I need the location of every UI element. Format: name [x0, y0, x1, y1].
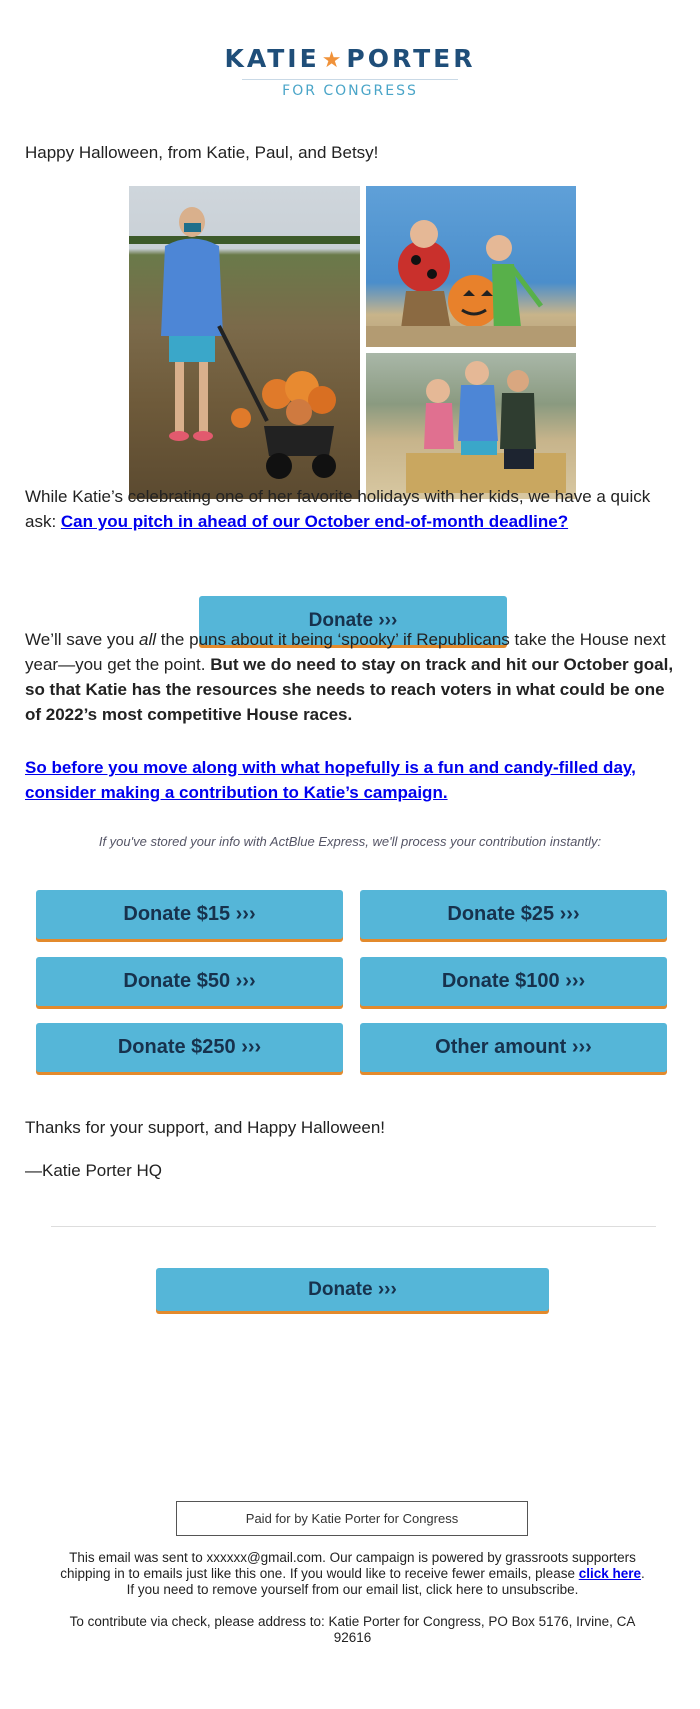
star-icon: ★ [321, 48, 345, 73]
photo-booth-photo [366, 186, 576, 347]
logo-wordmark [0, 44, 700, 76]
donate-50-button[interactable]: Donate $50 ››› [36, 957, 343, 1006]
logo-last-name: PORTER [346, 44, 476, 73]
logo-first-name: KATIE [224, 44, 320, 73]
intro-text: While Katie’s celebrating one of her favorite holidays with her kids, we have a quick ask: [25, 487, 651, 531]
family-hay-bale-photo [366, 353, 576, 499]
halloween-photo-collage [129, 186, 576, 499]
family-illustration [366, 353, 576, 499]
donate-15-button[interactable]: Donate $15 ››› [36, 890, 343, 939]
email-info-part-1: This email was sent to xxxxxx@gmail.com. Our campaign is powered by grassroots supporters chipping in to emails just like this one. If you would like to receive fewer emails, please [60, 1550, 636, 1581]
thanks-text: Thanks for your support, and Happy Halloween! [25, 1118, 386, 1137]
donate-25-button[interactable]: Donate $25 ››› [360, 890, 667, 939]
email-info-text [55, 1550, 650, 1598]
donate-100-button[interactable]: Donate $100 ››› [360, 957, 667, 1006]
puns-paragraph [25, 627, 675, 727]
puns-text-1: We’ll save you [25, 630, 140, 649]
section-divider [51, 1226, 656, 1227]
footer-donate-button[interactable]: Donate ››› [156, 1268, 549, 1311]
actblue-note: If you've stored your info with ActBlue Express, we'll process your contribution instantly: [98, 834, 602, 849]
email-info-part-2: . If you need to remove yourself from our email list, click here to unsubscribe. [126, 1566, 645, 1597]
pumpkin-patch-illustration [129, 186, 360, 499]
logo-subtitle: FOR CONGRESS [282, 83, 418, 99]
intro-paragraph [25, 484, 675, 534]
cta-paragraph [25, 755, 675, 805]
other-amount-button[interactable]: Other amount ››› [360, 1023, 667, 1072]
check-address-text: To contribute via check, please address to: Katie Porter for Congress, PO Box 5176, Irvine, CA 92616 [69, 1614, 636, 1645]
donate-button[interactable]: Donate ››› [199, 596, 507, 645]
puns-text-2: the puns about it being ‘spooky’ if Republicans take the House next year—you get the point. [25, 630, 666, 674]
pitch-in-link[interactable]: Can you pitch in ahead of our October end-of-month deadline? [60, 512, 569, 531]
signoff-text: —Katie Porter HQ [25, 1161, 162, 1180]
puns-bold: But we do need to stay on track and hit our October goal, so that Katie has the resources she needs to reach voters in what could be one of 2022’s most competitive House races. [25, 655, 674, 724]
paid-for-disclaimer: Paid for by Katie Porter for Congress [176, 1501, 528, 1536]
logo-divider [242, 79, 458, 80]
campaign-logo[interactable] [0, 44, 700, 100]
pumpkin-patch-photo [129, 186, 360, 499]
puns-emphasis: all [139, 630, 157, 649]
greeting-text: Happy Halloween, from Katie, Paul, and Betsy! [25, 143, 379, 162]
photo-booth-illustration [366, 186, 576, 347]
donate-250-button[interactable]: Donate $250 ››› [36, 1023, 343, 1072]
fewer-emails-link[interactable]: click here [578, 1566, 642, 1581]
contribute-link[interactable]: So before you move along with what hopefully is a fun and candy-filled day, consider making a contribution to Katie’s campaign. [25, 758, 636, 802]
